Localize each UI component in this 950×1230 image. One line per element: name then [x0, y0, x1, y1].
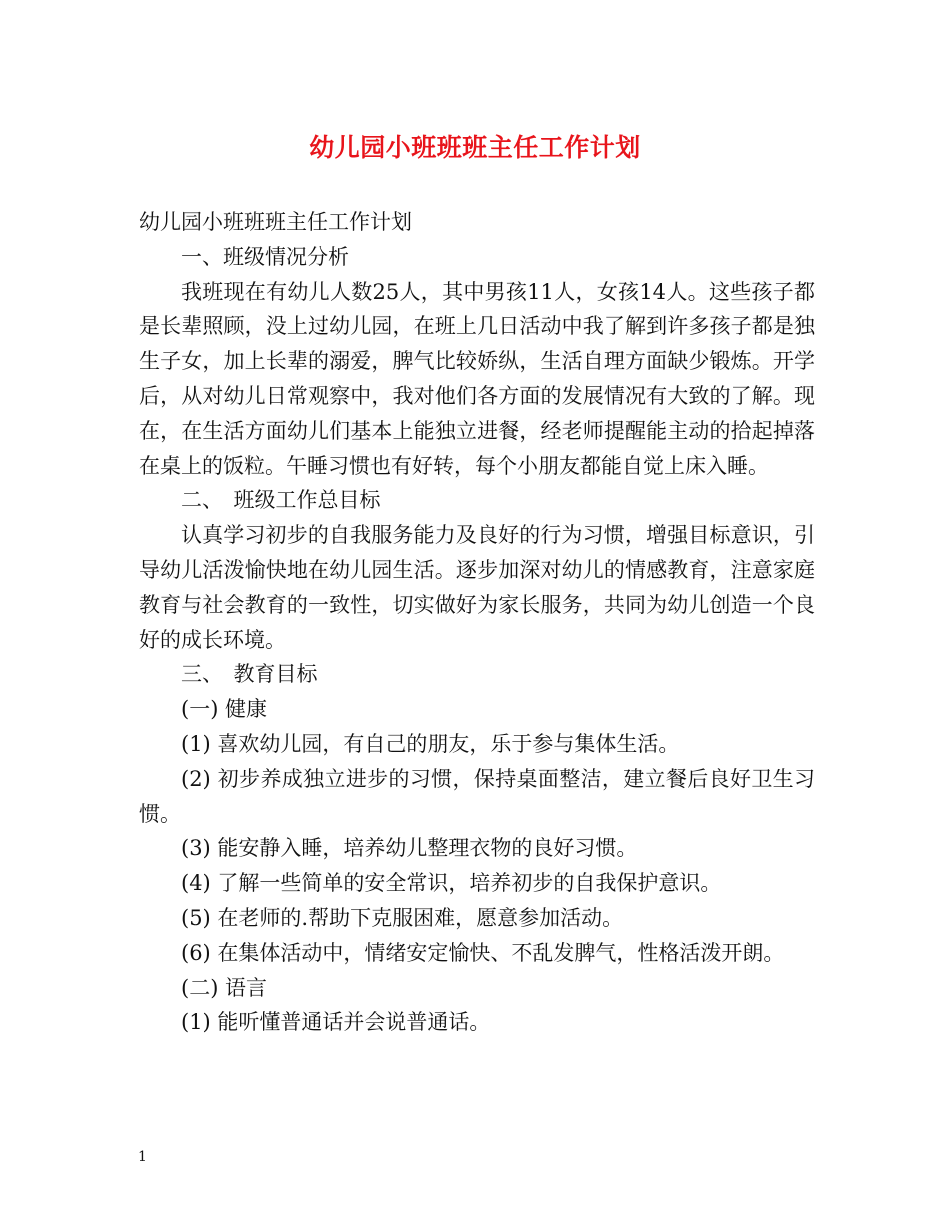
section-heading-1: 一、班级情况分析: [181, 244, 349, 269]
document-title: 幼儿园小班班班主任工作计划: [309, 133, 641, 162]
list-item: (3) 能安静入睡，培养幼儿整理衣物的良好习惯。: [181, 836, 638, 861]
list-item: (6) 在集体活动中，情绪安定愉快、不乱发脾气，性格活泼开朗。: [181, 940, 785, 965]
subsection-health: (一) 健康: [181, 697, 268, 722]
subsection-language: (二) 语言: [181, 975, 268, 1000]
paragraph-overall-goal: 认真学习初步的自我服务能力及良好的行为习惯，增强目标意识，引导幼儿活泼愉快地在幼儿园生活。逐步加深对幼儿的情感教育，注意家庭教育与社会教育的一致性，切实做好为家长服务，共同为幼儿创造一个良好的成长环境。: [139, 523, 815, 652]
list-item: (2) 初步养成独立进步的习惯，保持桌面整洁，建立餐后良好卫生习惯。: [139, 766, 815, 826]
paragraph-heading: 幼儿园小班班班主任工作计划: [139, 210, 412, 234]
document-body: [139, 205, 815, 1040]
list-item: (1) 喜欢幼儿园，有自己的朋友，乐于参与集体生活。: [181, 731, 680, 756]
section-heading-2: 二、 班级工作总目标: [181, 488, 381, 513]
list-item: (4) 了解一些简单的安全常识，培养初步的自我保护意识。: [181, 871, 722, 896]
paragraph-class-analysis: 我班现在有幼儿人数25人，其中男孩11人，女孩14人。这些孩子都是长辈照顾，没上过幼儿园，在班上几日活动中我了解到许多孩子都是独生子女，加上长辈的溺爱，脾气比较娇纵，生活自理方面缺少锻炼。开学后，从对幼儿日常观察中，我对他们各方面的发展情况有大致的了解。现在，在生活方面幼儿们基本上能独立进餐，经老师提醒能主动的拾起掉落在桌上的饭粒。午睡习惯也有好转，每个小朋友都能自觉上床入睡。: [139, 279, 815, 478]
list-item: (1) 能听懂普通话并会说普通话。: [181, 1010, 491, 1035]
list-item: (5) 在老师的.帮助下克服困难，愿意参加活动。: [181, 905, 624, 930]
section-heading-3: 三、 教育目标: [181, 662, 318, 687]
page-number: 1: [138, 1149, 147, 1165]
